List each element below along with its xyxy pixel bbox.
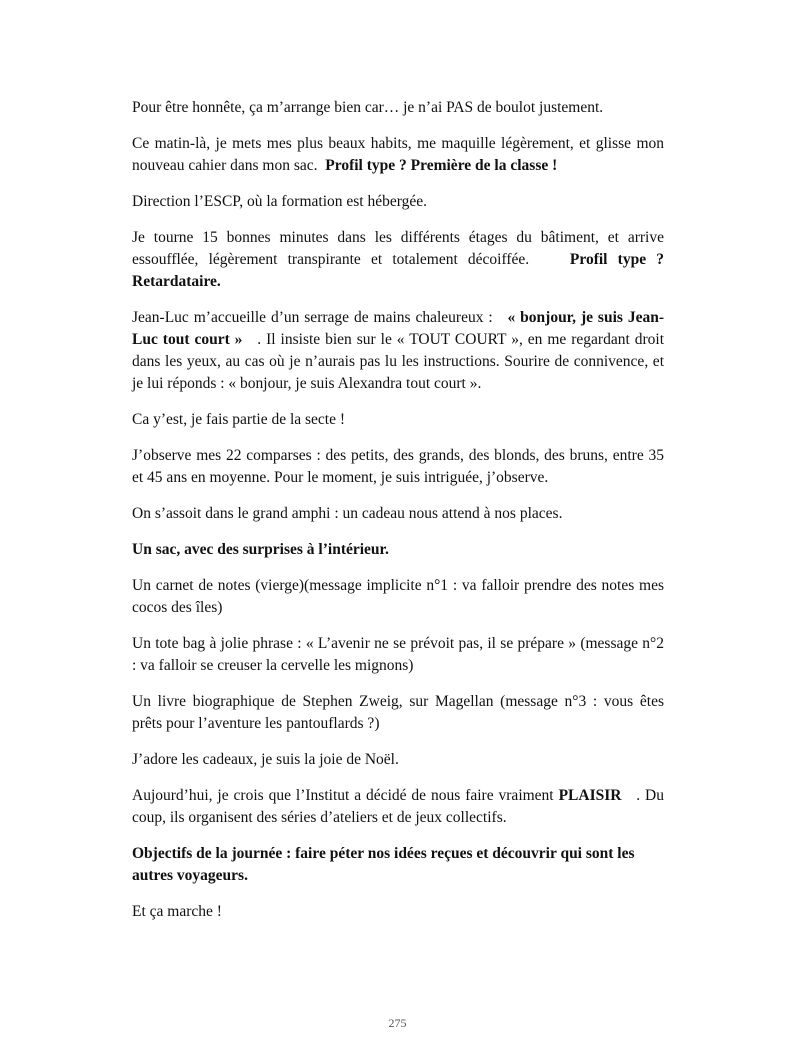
paragraph-text: Je tourne 15 bonnes minutes dans les différents étages du bâtiment, et arrive essoufflée, légèrement transpirante et totalement décoiffée. — [132, 229, 664, 268]
paragraph-text: Un tote bag à jolie phrase : « L’avenir ne se prévoit pas, il se prépare » (message n°2 : va falloir se creuser la cervelle les mignons) — [132, 635, 664, 674]
paragraph-text-before: Aujourd’hui, je crois que l’Institut a décidé de nous faire vraiment — [132, 787, 554, 804]
paragraph-bold-text: « bonjour, je suis Jean-Luc tout court » — [132, 309, 664, 348]
paragraph — [132, 633, 664, 677]
section-heading: Un sac, avec des surprises à l’intérieur. — [132, 541, 389, 558]
paragraph-text: Un carnet de notes (vierge)(message implicite n°1 : va falloir prendre des notes mes cocos des îles) — [132, 577, 664, 616]
paragraph-text: Ca y’est, je fais partie de la secte ! — [132, 411, 346, 428]
paragraph-bold-text: Profil type ? Première de la classe ! — [325, 157, 558, 174]
paragraph-text-before: Jean-Luc m’accueille d’un serrage de mains chaleureux : — [132, 309, 493, 326]
paragraph — [132, 445, 664, 489]
paragraph — [132, 191, 664, 213]
paragraph — [132, 901, 664, 923]
paragraph — [132, 749, 664, 771]
paragraph-text: Un livre biographique de Stephen Zweig, sur Magellan (message n°3 : vous êtes prêts pour l’aventure les pantouflards ?) — [132, 693, 664, 732]
paragraph-text: J’adore les cadeaux, je suis la joie de Noël. — [132, 751, 399, 768]
paragraph-bold-text: Profil type ? Retardataire. — [132, 251, 664, 290]
paragraph — [132, 409, 664, 431]
paragraph — [132, 227, 664, 293]
paragraph-text: Pour être honnête, ça m’arrange bien car… je n’ai PAS de boulot justement. — [132, 99, 604, 116]
page-number: 275 — [388, 1016, 407, 1030]
paragraph-text: Et ça marche ! — [132, 903, 222, 920]
paragraph-text: J’observe mes 22 comparses : des petits, des grands, des blonds, des bruns, entre 35 et 45 ans en moyenne. Pour le moment, je suis intriguée, j’observe. — [132, 447, 664, 486]
section-heading: Objectifs de la journée : faire péter nos idées reçues et découvrir qui sont les autres voyageurs. — [132, 845, 635, 884]
paragraph-text-after: . Du coup, ils organisent des séries d’ateliers et de jeux collectifs. — [132, 787, 664, 826]
paragraph — [132, 97, 664, 119]
paragraph-text: Ce matin-là, je mets mes plus beaux habits, me maquille légèrement, et glisse mon nouveau cahier dans mon sac. — [132, 135, 664, 174]
paragraph-text: Direction l’ESCP, où la formation est hébergée. — [132, 193, 428, 210]
paragraph — [132, 785, 664, 829]
paragraph-text-after: . Il insiste bien sur le « TOUT COURT », en me regardant droit dans les yeux, au cas où je n’aurais pas lu les instructions. Sourire de connivence, et je lui réponds : « bonjour, je suis Alexandra tout court ». — [132, 331, 664, 392]
paragraph — [132, 575, 664, 619]
paragraph — [132, 503, 664, 525]
paragraph — [132, 691, 664, 735]
paragraph — [132, 133, 664, 177]
page-body — [132, 97, 664, 937]
paragraph-text: On s’assoit dans le grand amphi : un cadeau nous attend à nos places. — [132, 505, 563, 522]
paragraph — [132, 307, 664, 395]
paragraph-bold-text: PLAISIR — [558, 787, 622, 804]
